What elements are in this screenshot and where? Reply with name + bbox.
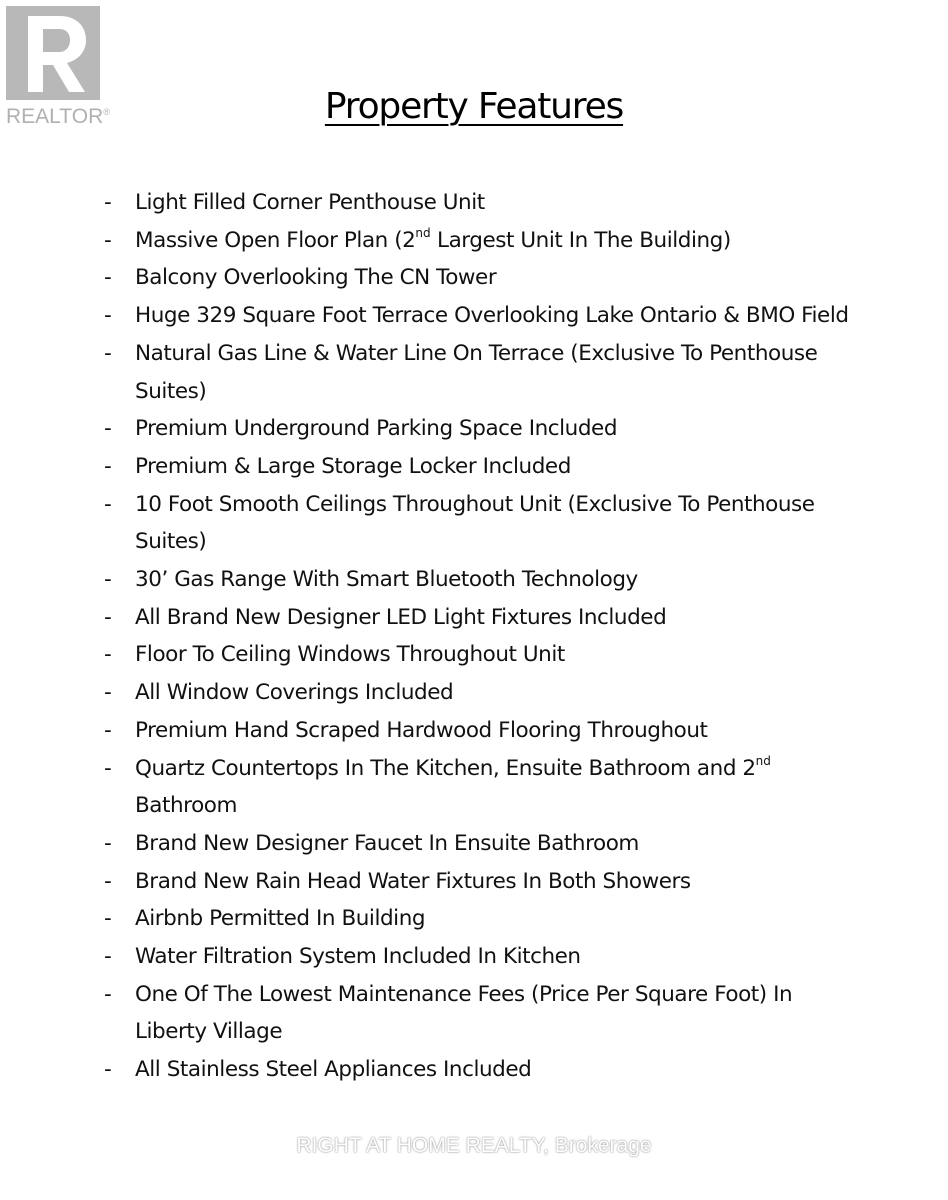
page-title: Property Features — [324, 86, 624, 127]
feature-item: - Premium Hand Scraped Hardwood Flooring Throughout — [104, 717, 708, 743]
feature-text: Premium Underground Parking Space Included — [135, 416, 618, 442]
feature-item: - Airbnb Permitted In Building — [104, 906, 426, 932]
feature-item: - Brand New Designer Faucet In Ensuite Bathroom — [104, 830, 639, 856]
feature-text: 10 Foot Smooth Ceilings Throughout Unit (Exclusive To Penthouse Suites) — [135, 491, 815, 555]
feature-item: - Natural Gas Line & Water Line On Terrace (Exclusive To Penthouse Suites) — [104, 340, 818, 404]
feature-text: Quartz Countertops In The Kitchen, Ensuite Bathroom and 2nd Bathroom — [135, 753, 771, 819]
feature-item: - Brand New Rain Head Water Fixtures In Both Showers — [104, 868, 691, 894]
feature-text: Premium & Large Storage Locker Included — [135, 453, 571, 479]
feature-item: - Massive Open Floor Plan (2nd Largest Unit In The Building) — [104, 225, 731, 253]
feature-text: Water Filtration System Included In Kitchen — [135, 944, 581, 970]
feature-text: Natural Gas Line & Water Line On Terrace (Exclusive To Penthouse Suites) — [135, 340, 818, 404]
feature-text: Balcony Overlooking The CN Tower — [135, 265, 497, 291]
feature-text: Light Filled Corner Penthouse Unit — [135, 190, 485, 215]
feature-text: Huge 329 Square Foot Terrace Overlooking Lake Ontario & BMO Field — [135, 303, 849, 329]
feature-text: Floor To Ceiling Windows Throughout Unit — [135, 642, 565, 668]
feature-list — [100, 184, 860, 1089]
feature-text: One Of The Lowest Maintenance Fees (Price Per Square Foot) In Liberty Village — [135, 981, 793, 1045]
feature-text: Brand New Rain Head Water Fixtures In Both Showers — [135, 868, 691, 894]
feature-item: - Huge 329 Square Foot Terrace Overlooking Lake Ontario & BMO Field — [104, 303, 849, 329]
feature-text: All Stainless Steel Appliances Included — [135, 1057, 532, 1083]
feature-item: - Water Filtration System Included In Kitchen — [104, 944, 581, 970]
feature-item: - Quartz Countertops In The Kitchen, Ensuite Bathroom and 2nd Bathroom — [104, 753, 771, 819]
feature-text: Massive Open Floor Plan (2nd Largest Unit In The Building) — [135, 225, 731, 253]
feature-item: - 30’ Gas Range With Smart Bluetooth Technology — [104, 567, 638, 593]
brokerage-watermark: RIGHT AT HOME REALTY, Brokerage — [296, 1134, 652, 1157]
feature-text: All Window Coverings Included — [135, 680, 454, 706]
feature-text: Premium Hand Scraped Hardwood Flooring Throughout — [135, 717, 708, 743]
feature-item: - Light Filled Corner Penthouse Unit — [104, 190, 485, 215]
feature-item: - Balcony Overlooking The CN Tower — [104, 265, 497, 291]
feature-text: All Brand New Designer LED Light Fixtures Included — [135, 604, 667, 630]
feature-item: - All Stainless Steel Appliances Included — [104, 1057, 532, 1083]
feature-item: - One Of The Lowest Maintenance Fees (Price Per Square Foot) In Liberty Village — [104, 981, 793, 1045]
feature-item: - 10 Foot Smooth Ceilings Throughout Unit (Exclusive To Penthouse Suites) — [104, 491, 815, 555]
feature-item: - Premium & Large Storage Locker Included — [104, 453, 571, 479]
feature-text: 30’ Gas Range With Smart Bluetooth Technology — [135, 567, 638, 593]
feature-item: - Premium Underground Parking Space Included — [104, 416, 618, 442]
realtor-wordmark: REALTOR® — [6, 105, 110, 128]
feature-text: Airbnb Permitted In Building — [135, 906, 426, 932]
feature-item: - All Window Coverings Included — [104, 680, 454, 706]
feature-item: - All Brand New Designer LED Light Fixtures Included — [104, 604, 667, 630]
feature-item: - Floor To Ceiling Windows Throughout Unit — [104, 642, 565, 668]
feature-text: Brand New Designer Faucet In Ensuite Bathroom — [135, 830, 639, 856]
